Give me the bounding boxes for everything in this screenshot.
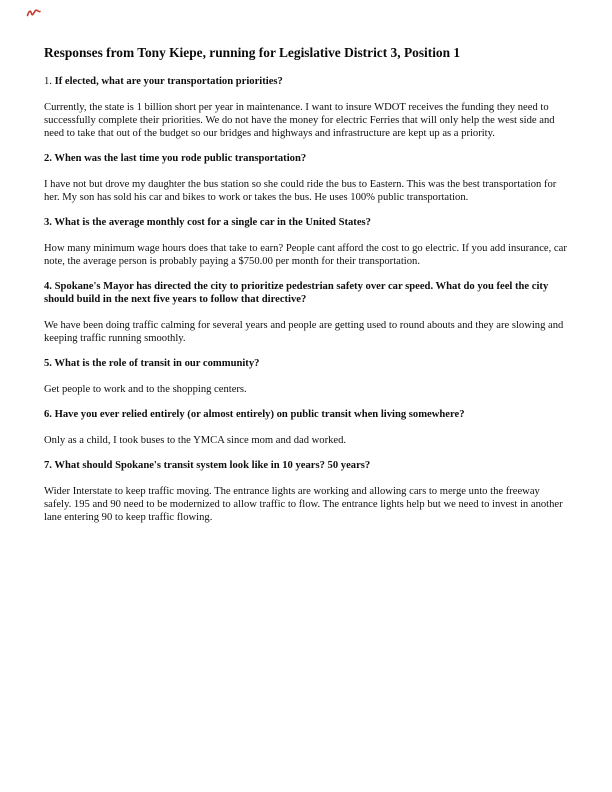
answer-paragraph: Get people to work and to the shopping centers.	[44, 383, 247, 395]
answer-paragraph: I have not but drove my daughter the bus station so she could ride the bus to Eastern. This was the best transportation for her. My son has sold his car and bikes to work or takes the bus. He uses 100% public transportation.	[44, 178, 557, 203]
red-pen-mark-icon	[26, 7, 42, 19]
answer-paragraph: Currently, the state is 1 billion short per year in maintenance. I want to insure WDOT receives the funding they need to successfully complete their priorities. We do not have the money for electric Ferries that will only help the west side and need to take that out of the budget so our bridges and highways and infrastructure are kept up as a priority.	[44, 101, 555, 139]
question-heading	[44, 152, 568, 165]
question-text: What is the average monthly cost for a single car in the United States?	[54, 217, 371, 228]
qa-item-2	[44, 152, 568, 204]
question-number: 3.	[44, 217, 52, 228]
question-heading	[44, 357, 568, 370]
question-text: Spokane's Mayor has directed the city to prioritize pedestrian safety over car speed. What do you feel the city should build in the next five years to follow that directive?	[44, 281, 549, 305]
qa-item-6	[44, 408, 568, 447]
question-number: 4.	[44, 281, 52, 292]
qa-item-5	[44, 357, 568, 396]
question-heading	[44, 75, 568, 88]
answer-paragraph: Wider Interstate to keep traffic moving. The entrance lights are working and allowing cars to merge unto the freeway safely. 195 and 90 need to be modernized to allow traffic to flow. The entrance lights help but we need to invest in another lane entering 90 to keep traffic flowing.	[44, 485, 563, 523]
qa-item-1	[44, 75, 568, 140]
question-heading	[44, 216, 568, 229]
qa-item-4	[44, 280, 568, 345]
answer-paragraph: We have been doing traffic calming for several years and people are getting used to round abouts and they are slowing and keeping traffic running smoothly.	[44, 319, 564, 344]
question-text: What should Spokane's transit system look like in 10 years? 50 years?	[54, 460, 371, 471]
question-heading	[44, 408, 568, 421]
question-number: 7.	[44, 460, 52, 471]
question-number: 6.	[44, 409, 52, 420]
question-text: If elected, what are your transportation priorities?	[54, 76, 283, 87]
qa-item-7	[44, 459, 568, 524]
page-title: Responses from Tony Kiepe, running for Legislative District 3, Position 1	[44, 45, 461, 60]
question-heading	[44, 280, 568, 306]
qa-item-3	[44, 216, 568, 268]
answer-paragraph: Only as a child, I took buses to the YMCA since mom and dad worked.	[44, 434, 347, 446]
question-text: What is the role of transit in our community?	[54, 358, 260, 369]
answer-paragraph: How many minimum wage hours does that take to earn? People cant afford the cost to go electric. If you add insurance, car note, the average person is probably paying a $750.00 per month for their transportation.	[44, 242, 567, 267]
question-number: 1.	[44, 76, 52, 87]
question-number: 2.	[44, 153, 52, 164]
question-heading	[44, 459, 568, 472]
question-text: When was the last time you rode public transportation?	[54, 153, 307, 164]
question-number: 5.	[44, 358, 52, 369]
question-text: Have you ever relied entirely (or almost entirely) on public transit when living somewhere?	[54, 409, 465, 420]
